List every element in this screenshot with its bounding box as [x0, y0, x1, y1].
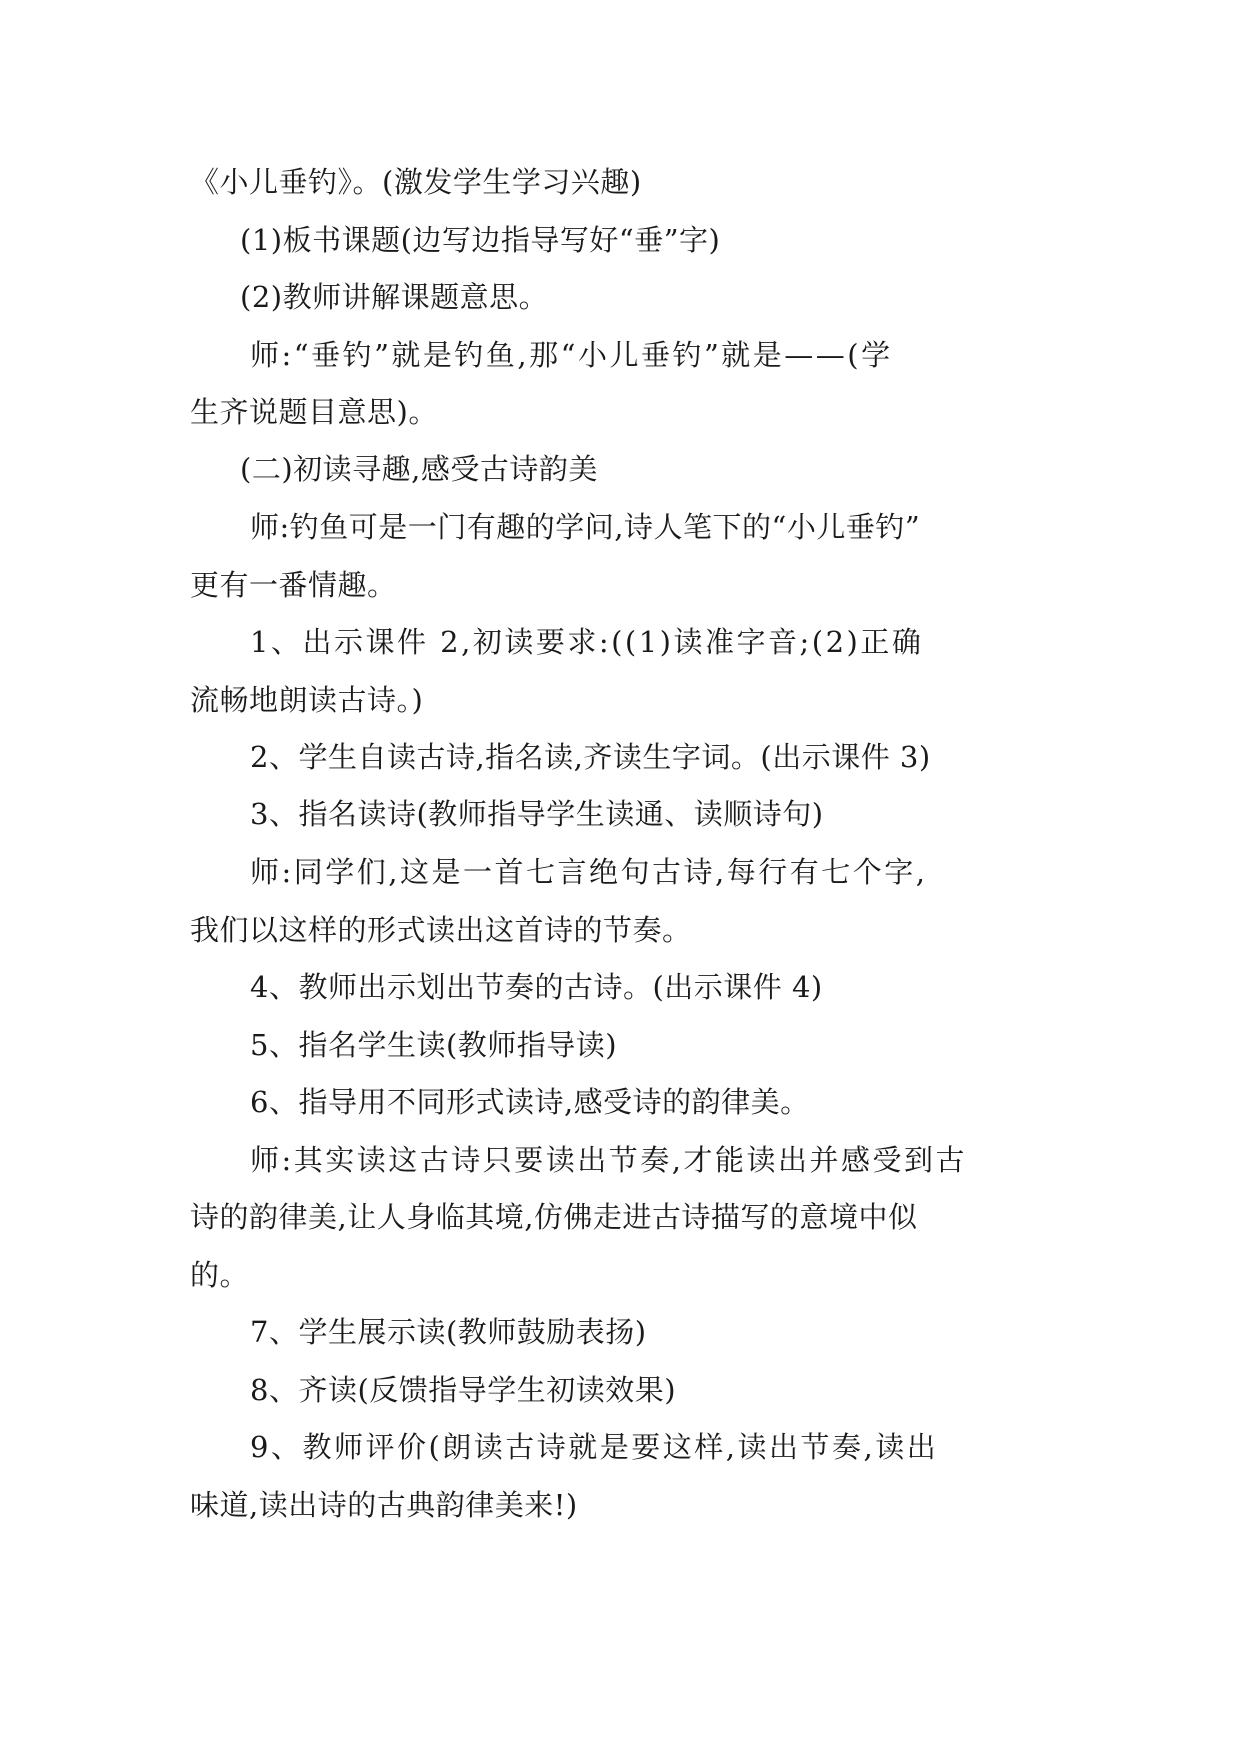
text-line: 的。 — [190, 1258, 250, 1292]
section-heading: (二)初读寻趣,感受古诗韵美 — [240, 452, 598, 486]
text-line: 师:“垂钓”就是钓鱼,那“小儿垂钓”就是——(学 — [250, 338, 893, 372]
text-line: 味道,读出诗的古典韵律美来!) — [190, 1488, 578, 1522]
text-line: 我们以这样的形式读出这首诗的节奏。 — [190, 913, 692, 947]
text-line: 8、齐读(反馈指导学生初读效果) — [250, 1373, 677, 1407]
text-line: 诗的韵律美,让人身临其境,仿佛走进古诗描写的意境中似 — [190, 1200, 918, 1234]
text-line: 2、学生自读古诗,指名读,齐读生字词。(出示课件 3) — [250, 740, 931, 774]
text-line: 师:同学们,这是一首七言绝句古诗,每行有七个字, — [250, 855, 928, 889]
text-line: 3、指名读诗(教师指导学生读通、读顺诗句) — [250, 797, 824, 831]
text-line: 1、出示课件 2,初读要求:((1)读准字音;(2)正确 — [250, 625, 924, 659]
text-line: 师:钓鱼可是一门有趣的学问,诗人笔下的“小儿垂钓” — [250, 510, 921, 544]
text-line: 流畅地朗读古诗。) — [190, 683, 424, 717]
text-line: 5、指名学生读(教师指导读) — [250, 1028, 618, 1062]
text-line: 9、教师评价(朗读古诗就是要这样,读出节奏,读出 — [250, 1430, 939, 1464]
text-line: (1)板书课题(边写边指导写好“垂”字) — [240, 223, 721, 257]
text-line: 7、学生展示读(教师鼓励表扬) — [250, 1315, 647, 1349]
text-line: 4、教师出示划出节奏的古诗。(出示课件 4) — [250, 970, 823, 1004]
text-line: 师:其实读这古诗只要读出节奏,才能读出并感受到古 — [250, 1143, 967, 1177]
text-line: 《小儿垂钓》。(激发学生学习兴趣) — [190, 165, 642, 199]
text-line: 更有一番情趣。 — [190, 568, 397, 602]
text-line: 生齐说题目意思)。 — [190, 395, 438, 429]
text-line: 6、指导用不同形式读诗,感受诗的韵律美。 — [250, 1085, 810, 1119]
text-line: (2)教师讲解课题意思。 — [240, 280, 549, 314]
